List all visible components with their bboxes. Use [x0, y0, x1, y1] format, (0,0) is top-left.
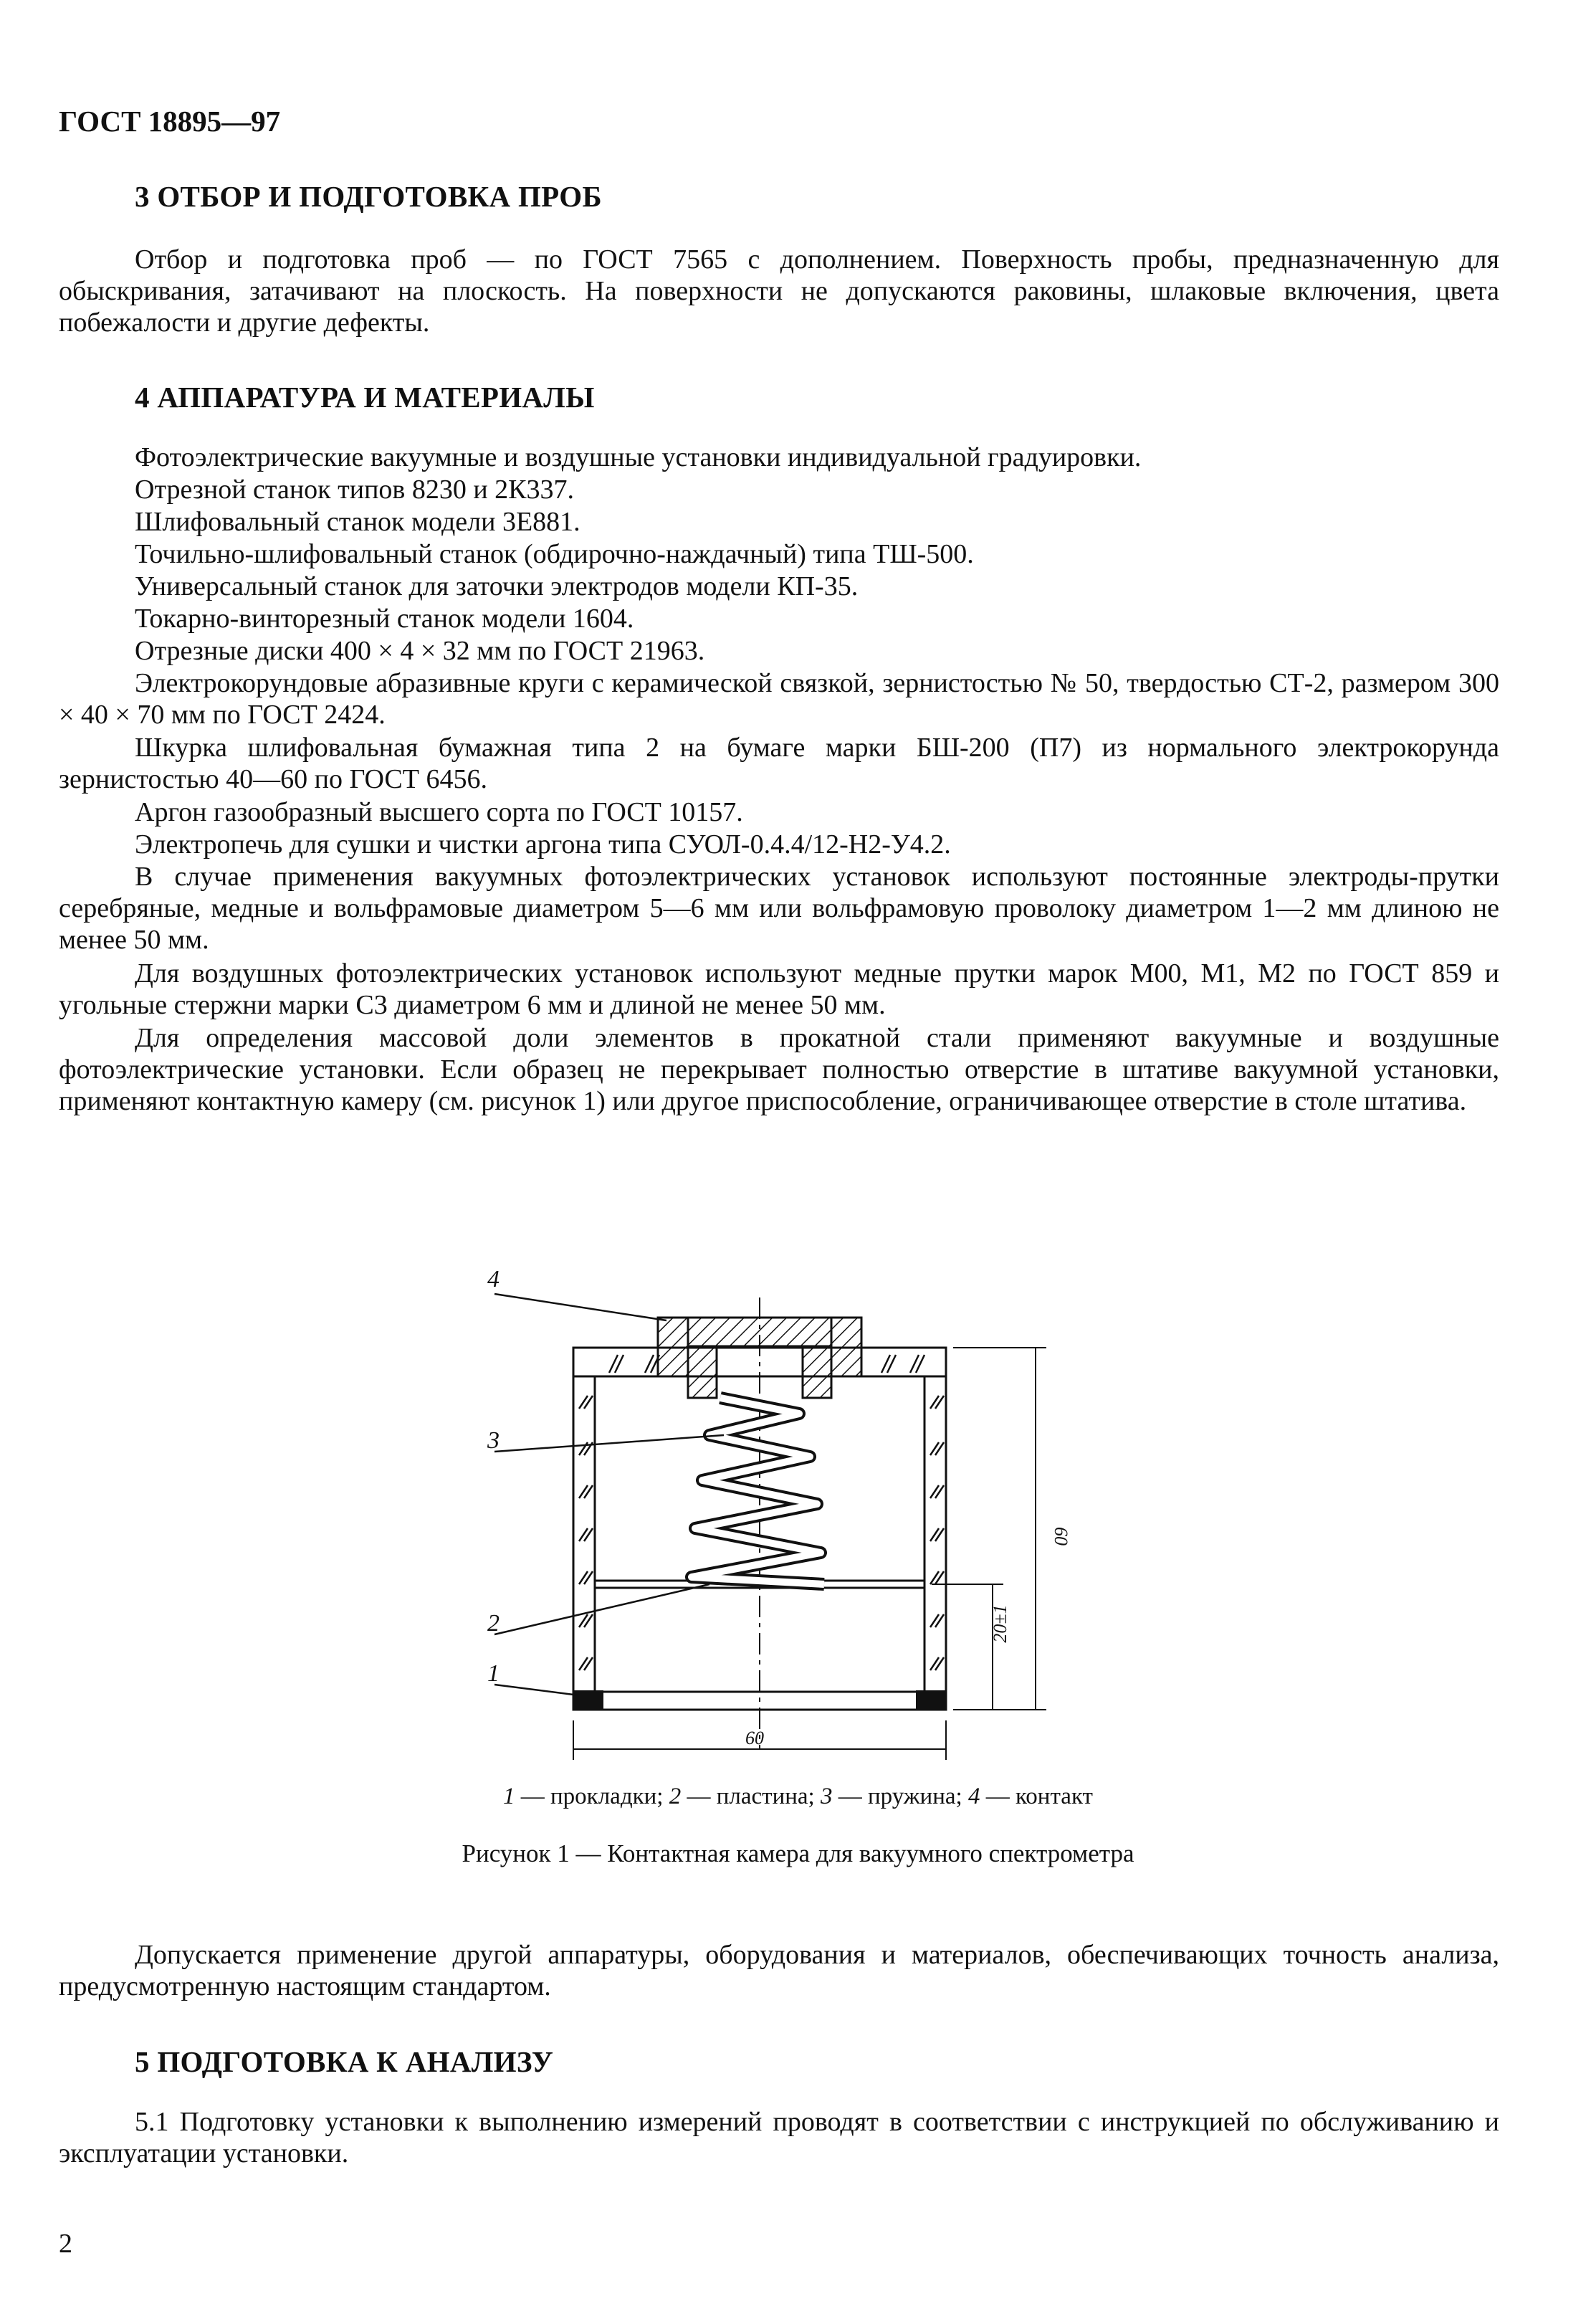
document-code: ГОСТ 18895—97 — [59, 105, 281, 138]
page-number: 2 — [59, 2229, 72, 2259]
section-5-paragraph: 5.1 Подготовку установки к выполнению измерений проводят в соответствии с инструкцией по обслуживанию и эксплуатации установки. — [59, 2107, 1499, 2168]
gasket-left — [573, 1690, 603, 1710]
equipment-paragraph: Шкурка шлифовальная бумажная типа 2 на бумаге марки БШ-200 (П7) из нормального электрокорунда зернистостью 40—60 по ГОСТ 6456. — [59, 733, 1499, 794]
air-units-paragraph: Для воздушных фотоэлектрических установок используют медные прутки марок М00, М1, М2 по ГОСТ 859 и угольные стержни марки С3 диаметром 6 мм и длиной не менее 50 мм. — [59, 958, 1499, 1020]
contact-chamber-paragraph: Для определения массовой доли элементов в прокатной стали применяют вакуумные и воздушные фотоэлектрические установки. Если образец не перекрывает полностью отверстие в штативе вакуумной установки, применяют контактную камеру (см. рисунок 1) или другое приспособление, ограничивающее отверстие в столе штатива. — [59, 1023, 1499, 1116]
figure-label-2: 2 — [487, 1610, 500, 1637]
gasket-right — [916, 1690, 946, 1710]
equipment-line: Шлифовальный станок модели 3Е881. — [135, 507, 580, 537]
legend-text-4: — контакт — [980, 1784, 1093, 1809]
dimension-plate: 20±1 — [990, 1604, 1010, 1643]
equipment-line: Точильно-шлифовальный станок (обдирочно-наждачный) типа ТШ-500. — [135, 539, 974, 569]
contact-housing-left — [658, 1318, 688, 1376]
section-4-title: 4 АППАРАТУРА И МАТЕРИАЛЫ — [135, 381, 595, 414]
section-3-paragraph: Отбор и подготовка проб — по ГОСТ 7565 с дополнением. Поверхность пробы, предназначенную для обыскривания, затачивают на плоскость. На поверхности не допускаются раковины, шлаковые включения, цвета побежалости и другие дефекты. — [59, 244, 1499, 338]
equipment-line: Фотоэлектрические вакуумные и воздушные установки индивидуальной градуировки. — [135, 442, 1142, 472]
legend-num-2: 2 — [669, 1784, 682, 1809]
contact-head — [688, 1318, 831, 1346]
legend-num-4: 4 — [967, 1784, 980, 1809]
equipment-line: Отрезной станок типов 8230 и 2К337. — [135, 475, 575, 505]
figure-legend — [0, 1784, 1596, 1810]
legend-text-2: — пластина; — [681, 1784, 821, 1809]
dimension-height: 60 — [1051, 1527, 1071, 1546]
dimension-width: 60 — [745, 1728, 764, 1748]
figure-label-1: 1 — [487, 1660, 500, 1687]
figure-label-4: 4 — [487, 1266, 500, 1292]
equipment-line: Аргон газообразный высшего сорта по ГОСТ 10157. — [135, 797, 743, 827]
section-3-title: 3 ОТБОР И ПОДГОТОВКА ПРОБ — [135, 180, 602, 213]
after-figure-paragraph: Допускается применение другой аппаратуры, оборудования и материалов, обеспечивающих точность анализа, предусмотренную настоящим стандартом. — [59, 1940, 1499, 2001]
legend-num-3: 3 — [820, 1784, 833, 1809]
electrodes-paragraph: В случае применения вакуумных фотоэлектрических установок используют постоянные электроды-прутки серебряные, медные и вольфрамовые диаметром 5—6 мм или вольфрамовую проволоку диаметром 1—2 мм длиною не менее 50 мм. — [59, 862, 1499, 955]
figure-label-3: 3 — [487, 1427, 500, 1454]
contact-chamber-drawing — [473, 1247, 1104, 1763]
equipment-line: Электропечь для сушки и чистки аргона типа СУОЛ-0.4.4/12-Н2-У4.2. — [135, 829, 951, 860]
figure-caption: Рисунок 1 — Контактная камера для вакуумного спектрометра — [462, 1839, 1134, 1867]
section-5-title: 5 ПОДГОТОВКА К АНАЛИЗУ — [135, 2045, 554, 2078]
equipment-line: Токарно-винторезный станок модели 1604. — [135, 604, 634, 634]
legend-num-1: 1 — [503, 1784, 515, 1809]
equipment-paragraph: Электрокорундовые абразивные круги с керамической связкой, зернистостью № 50, твердостью СТ-2, размером 300 × 40 × 70 мм по ГОСТ 2424. — [59, 668, 1499, 730]
contact-housing-right — [831, 1318, 861, 1376]
legend-text-1: — прокладки; — [515, 1784, 669, 1809]
equipment-line: Универсальный станок для заточки электродов модели КП-35. — [135, 571, 859, 601]
equipment-line: Отрезные диски 400 × 4 × 32 мм по ГОСТ 21963. — [135, 636, 705, 666]
legend-text-3: — пружина; — [832, 1784, 968, 1809]
